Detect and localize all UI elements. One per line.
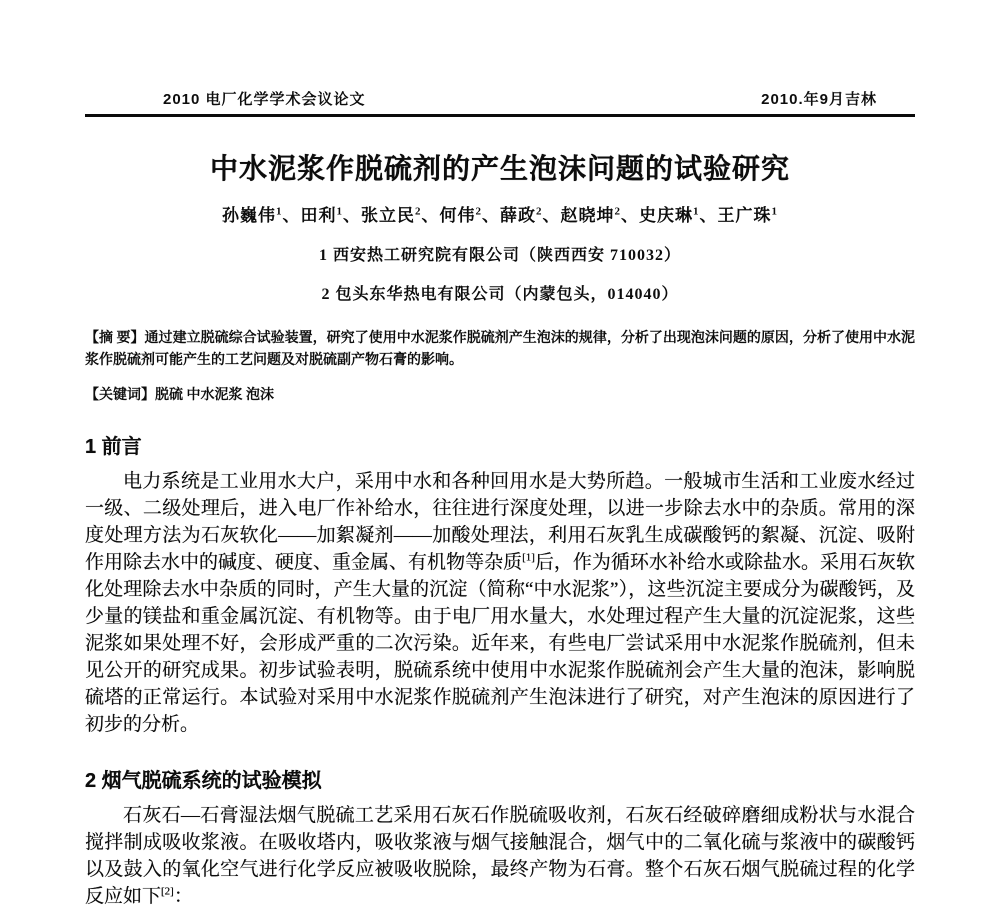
citation-ref-1: [1]: [522, 551, 535, 564]
page-content: [85, 0, 915, 910]
section-2-heading: 2 烟气脱硫系统的试验模拟: [85, 770, 322, 792]
affiliation-2: 2 包头东华热电有限公司（内蒙包头，014040）: [321, 286, 679, 303]
author: 史庆琳$^1$: [639, 205, 700, 225]
keywords-line: [85, 384, 915, 404]
author-separator: 、: [542, 206, 561, 225]
section-2-text-before-ref: 石灰石—石膏湿法烟气脱硫工艺采用石灰石作脱硫吸收剂，石灰石经破碎磨细成粉状与水混合搅拌制成吸收浆液。在吸收塔内，吸收浆液与烟气接触混合，烟气中的二氧化硫与浆液中的碳酸钙以及鼓入的氧化空气进行化学反应被吸收脱除，最终产物为石膏。整个石灰石烟气脱硫过程的化学反应如下: [85, 805, 915, 907]
header-rule: [85, 114, 915, 117]
abstract-label: 【摘 要】: [85, 331, 145, 346]
section-1-text-after-ref: 后，作为循环水补给水或除盐水。采用石灰软化处理除去水中杂质的同时，产生大量的沉淀（简称“中水泥浆”），这些沉淀主要成分为碳酸钙，及少量的镁盐和重金属沉淀、有机物等。由于电厂用水量大，水处理过程产生大量的沉淀泥浆，这些泥浆如果处理不好，会形成严重的二次污染。近年来，有些电厂尝试采用中水泥浆作脱硫剂，但未见公开的研究成果。初步试验表明，脱硫系统中使用中水泥浆作脱硫剂会产生大量的泡沫，影响脱硫塔的正常运行。本试验对采用中水泥浆作脱硫剂产生泡沫进行了研究，对产生泡沫的原因进行了初步的分析。: [85, 552, 915, 735]
keywords-label: 【关键词】: [85, 388, 155, 403]
running-header: [85, 88, 915, 109]
section-1-paragraph: [85, 468, 915, 738]
author: 田利$^1$: [300, 205, 343, 225]
author: 王广珠$^1$: [717, 205, 778, 225]
author: 孙巍伟$^1$: [222, 205, 283, 225]
header-date-location: 2010.年9月吉林: [761, 91, 877, 108]
section-1-text-before-ref: 电力系统是工业用水大户，采用中水和各种回用水是大势所趋。一般城市生活和工业废水经过一级、二级处理后，进入电厂作补给水，往往进行深度处理，以进一步除去水中的杂质。常用的深度处理方法为石灰软化——加絮凝剂——加酸处理法，利用石灰乳生成碳酸钙的絮凝、沉淀、吸附作用除去水中的碱度、硬度、重金属、有机物等杂质: [85, 471, 915, 573]
section-2-paragraph: [85, 802, 915, 910]
keywords-text: 脱硫 中水泥浆 泡沫: [155, 388, 274, 403]
author-separator: 、: [343, 206, 361, 225]
author-separator: 、: [699, 206, 718, 225]
authors-line: [85, 201, 915, 226]
author-separator: 、: [421, 206, 440, 225]
author-separator: 、: [621, 206, 639, 225]
author: 薛政$^2$: [500, 205, 543, 225]
abstract-paragraph: [85, 328, 915, 372]
section-1-heading: 1 前言: [85, 436, 142, 458]
author: 赵晓坤$^2$: [560, 205, 621, 225]
author: 何伟$^2$: [439, 205, 482, 225]
section-2-text-after-ref: ：: [173, 886, 193, 907]
abstract-text: 通过建立脱硫综合试验装置，研究了使用中水泥浆作脱硫剂产生泡沫的规律，分析了出现泡沫问题的原因，分析了使用中水泥浆作脱硫剂可能产生的工艺问题及对脱硫副产物石膏的影响。: [85, 331, 916, 368]
author-separator: 、: [482, 206, 500, 225]
paper-title: 中水泥浆作脱硫剂的产生泡沫问题的试验研究: [209, 153, 790, 184]
citation-ref-2: [2]: [161, 885, 174, 898]
author-separator: 、: [282, 206, 301, 225]
affiliation-1: 1 西安热工研究院有限公司（陕西西安 710032）: [318, 247, 681, 264]
header-conference-label: 2010 电厂化学学术会议论文: [163, 91, 366, 108]
author: 张立民$^2$: [361, 205, 422, 225]
